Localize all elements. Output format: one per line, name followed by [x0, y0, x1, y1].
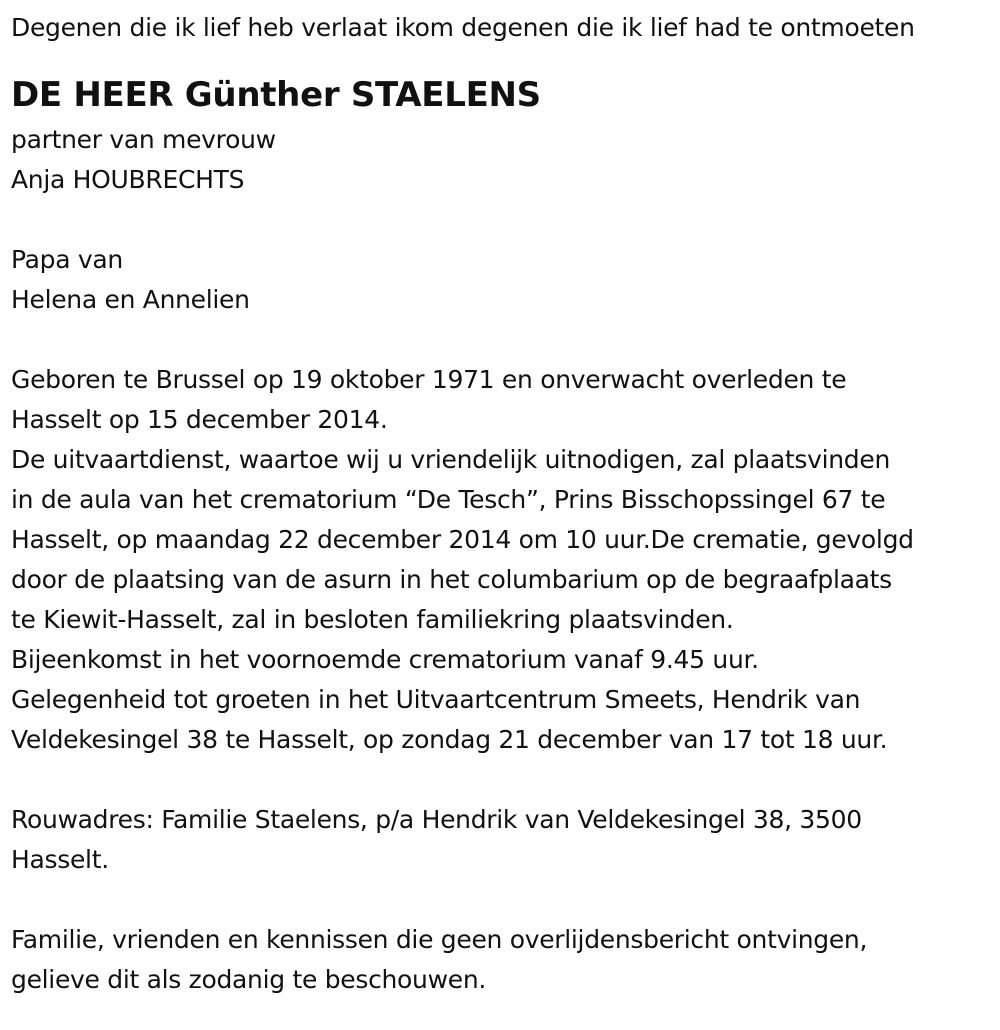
children-names: Helena en Annelien	[11, 285, 250, 314]
details-line: Hasselt op 15 december 2014.	[11, 405, 388, 434]
details-line: Geboren te Brussel op 19 oktober 1971 en onverwacht overleden te	[11, 365, 847, 394]
details-line: te Kiewit-Hasselt, zal in besloten familiekring plaatsvinden.	[11, 605, 734, 634]
quote-text: Degenen die ik lief heb verlaat ikom degenen die ik lief had te ontmoeten	[11, 13, 915, 42]
address-line: Rouwadres: Familie Staelens, p/a Hendrik van Veldekesingel 38, 3500	[11, 805, 862, 834]
details-line: Hasselt, op maandag 22 december 2014 om 10 uur.De crematie, gevolgd	[11, 525, 914, 554]
partner-label: partner van mevrouw	[11, 125, 276, 154]
details-line: in de aula van het crematorium “De Tesch”, Prins Bisschopssingel 67 te	[11, 485, 886, 514]
funeral-details	[11, 360, 996, 760]
address-line: Hasselt.	[11, 845, 109, 874]
obituary-notice	[11, 8, 996, 1000]
mourning-address	[11, 800, 996, 880]
closing-line: gelieve dit als zodanig te beschouwen.	[11, 965, 487, 994]
deceased-name: DE HEER Günther STAELENS	[11, 75, 541, 115]
spacer	[11, 320, 996, 360]
spacer	[11, 200, 996, 240]
details-line: Veldekesingel 38 te Hasselt, op zondag 21 december van 17 tot 18 uur.	[11, 725, 888, 754]
details-line: door de plaatsing van de asurn in het columbarium op de begraafplaats	[11, 565, 892, 594]
closing-line: Familie, vrienden en kennissen die geen overlijdensbericht ontvingen,	[11, 925, 868, 954]
children-label: Papa van	[11, 245, 123, 274]
details-line: De uitvaartdienst, waartoe wij u vriendelijk uitnodigen, zal plaatsvinden	[11, 445, 891, 474]
spacer	[11, 760, 996, 800]
details-line: Bijeenkomst in het voornoemde crematorium vanaf 9.45 uur.	[11, 645, 759, 674]
partner-name: Anja HOUBRECHTS	[11, 165, 245, 194]
spacer	[11, 880, 996, 920]
closing-note	[11, 920, 996, 1000]
details-line: Gelegenheid tot groeten in het Uitvaartcentrum Smeets, Hendrik van	[11, 685, 861, 714]
